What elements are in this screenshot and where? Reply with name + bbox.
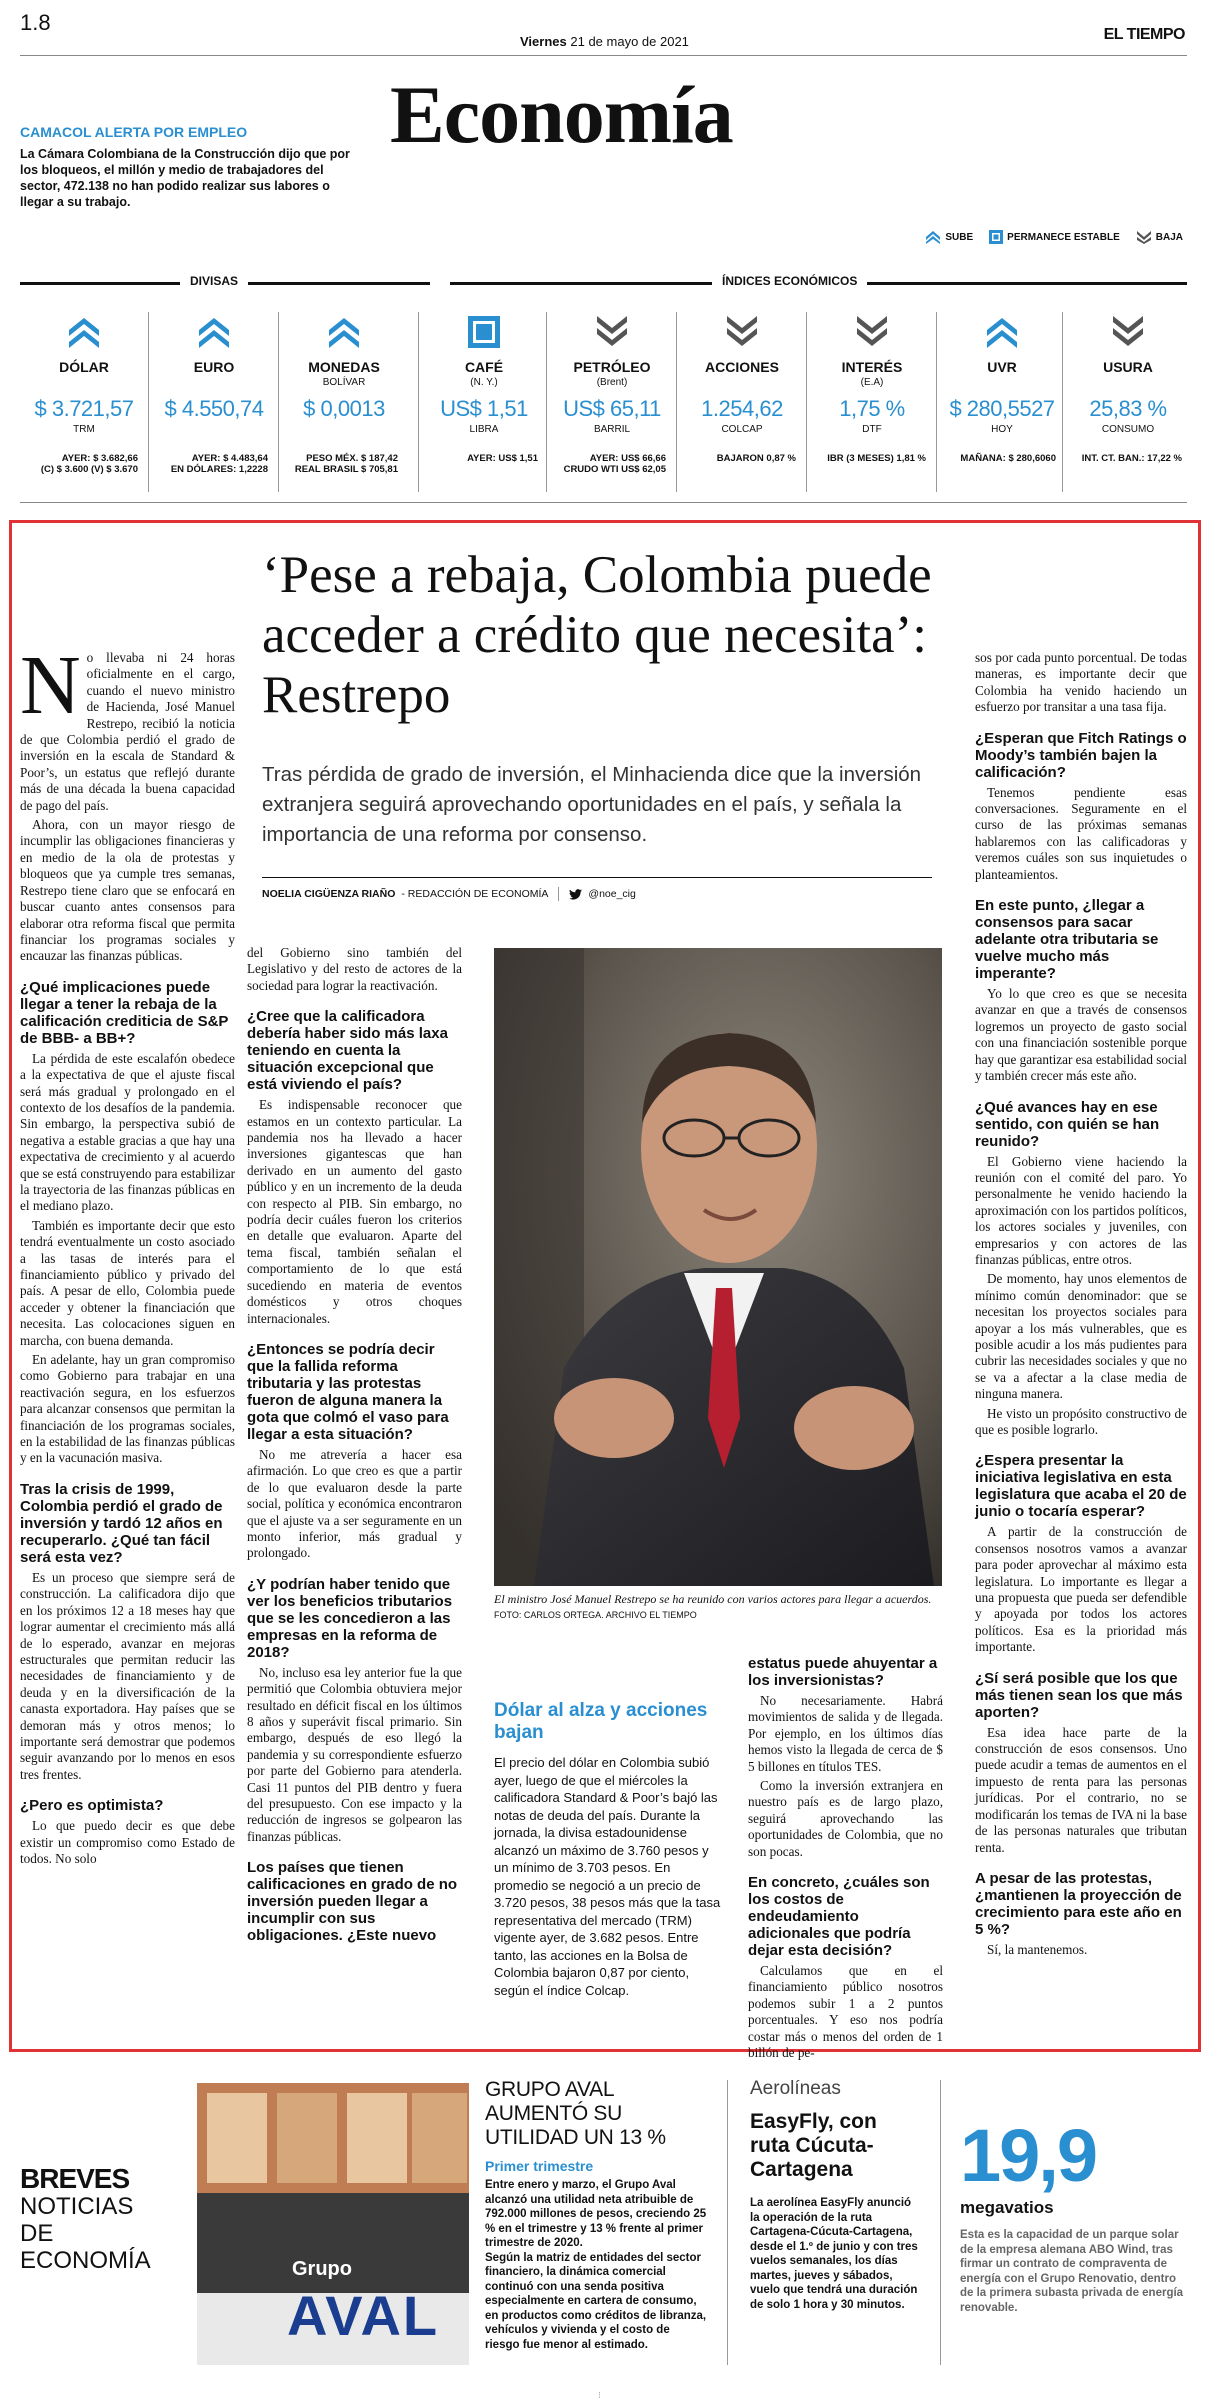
indicator-footnote-line: CRUDO WTI US$ 62,05 [563,464,666,475]
article-deck: Tras pérdida de grado de inversión, el Minhacienda dice que la inversión extranjera seguirá aprovechando oportunidades en el país, y señala la importancia de una reforma por consenso. [262,763,922,846]
article-paragraph: En adelante, hay un gran compromiso como Gobierno para trabajar en una reactivación segura, en los esfuerzos para alcanzar consensos que permitan la financiación de los programas sociales, en la estabilidad de las finanzas públicas y en la vacunación masiva. [20,1352,235,1466]
paper-logo: EL TIEMPO [1103,26,1185,43]
indicator-footnote-line: IBR (3 MESES) 1,81 % [827,453,926,464]
indicator-caption: LIBRA [469,424,499,435]
aval-logo-big: AVAL [287,2284,440,2347]
col1-body [20,639,235,1867]
indicator-trend [20,310,148,348]
breves-sep-1 [727,2080,728,2365]
indicator-trend [808,310,936,348]
indicator-value: US$ 1,51 [440,396,528,421]
indicator-name: CAFÉ (N. Y.) [420,360,548,390]
indicator-caption: COLCAP [721,424,763,435]
indicator-footnote [20,453,148,475]
trend-up-icon [67,316,101,348]
interview-question: ¿Cree que la calificadora debería haber sido más laxa teniendo en cuenta la situación excepcional que está viviendo el país? [247,1008,448,1094]
page-number: 1.8 [20,10,51,35]
article-paragraph: Es un proceso que siempre será de construcción. La calificadora dijo que en los próximos 12 a 18 meses hay que lograr aumentar el crecimiento más allá de lo esperado, avanzar en mejoras estructurales que permitan reducir las necesidades de financiamiento y de deuda y en la diversificación de la canasta exportadora. Hay países que se demoran más y otros menos; lo importante será demostrar que podemos seguir avanzando por lo menos en esos tres frentes. [20,1569,235,1782]
indices-label: ÍNDICES ECONÓMICOS [712,274,867,288]
indicator-caption: TRM [73,424,95,435]
breves-label [20,2165,170,2274]
indicator-interés [808,310,936,475]
aval-logo-small: Grupo [292,2258,352,2280]
easyfly-headline: EasyFly, con ruta Cúcuta-Cartagena [750,2110,877,2181]
legend-up-label: SUBE [945,231,974,243]
article-paragraph: Como la inversión extranjera en nuestro país es de largo plazo, seguirá aprovechando las oportunidades de Colombia, que no son pocas. [748,1778,943,1859]
legend-down [1136,230,1183,244]
interview-question: Tras la crisis de 1999, Colombia perdió el grado de inversión y tardó 12 años en recuperarlo. ¿Qué tan fácil será esta vez? [20,1480,223,1566]
aval-photo [197,2083,469,2365]
indicator-trend [420,310,548,348]
masthead-rule [20,55,1187,56]
legend-stable-label: PERMANECE ESTABLE [1007,231,1120,243]
photo-credit: FOTO: CARLOS ORTEGA. ARCHIVO EL TIEMPO [494,1610,697,1620]
indicator-acciones [678,310,806,475]
indicator-footnote [280,453,408,475]
minister-portrait [494,948,942,1586]
alert-text: La Cámara Colombiana de la Construcción dijo que por los bloqueos, el millón y medio de trabajadores del sector, 472.138 no han podido realizar sus labores o llegar a su trabajo. [20,147,350,209]
indicator-subname: (Brent) [596,377,628,388]
indicator-value: 1.254,62 [701,396,783,421]
article-paragraph: Calculamos que en el financiamiento público nosotros podemos subir 1 a 2 puntos porcentuales. Y eso nos podría costar más o menos del orden de 1 billón de pe- [748,1963,943,2061]
divisas-label: DIVISAS [180,274,248,288]
interview-question: ¿Qué avances hay en ese sentido, con quién se han reunido? [975,1098,1160,1150]
trend-up-icon [327,316,361,348]
section-title: Economía [390,69,733,160]
indicator-footnote-line: REAL BRASIL $ 705,81 [294,464,398,475]
article-photo [494,948,942,1586]
indicator-name: EURO [193,359,235,375]
indicator-footnote-line: EN DÓLARES: 1,2228 [170,464,268,475]
indicator-separator [1062,312,1063,492]
indicator-separator [806,312,807,492]
article-paragraph: Tenemos pendiente esas conversaciones. Seguramente en el curso de las próximas semanas hablaremos con las calificadoras y veremos cuáles son sus inquietudes o planteamientos. [975,784,1187,882]
trend-legend [925,230,1183,244]
photo-caption [494,1592,942,1623]
indicator-value: 25,83 % [1089,396,1167,421]
indicator-footnote-line [420,464,538,475]
interview-question: ¿Espera presentar la iniciativa legislativa en esta legislatura que acaba el 20 de junio o tocaría esperar? [975,1452,1187,1521]
article-paragraph: De momento, hay unos elementos de mínimo común denominador: que se necesitan los proyectos sociales para apoyar a los más vulnerables, que es posible acudir a los más pudientes para cubrir las necesidades sociales y que no se va a afectar a la clase media de ninguna manera. [975,1271,1187,1402]
indicator-footnote-line: MAÑANA: $ 280,6060 [960,453,1056,464]
article-headline: ‘Pese a rebaja, Colombia puede acceder a crédito que necesita’: Restrepo [262,546,932,724]
square-icon [989,230,1003,244]
legend-up [925,230,973,244]
article-paragraph: También es importante decir que esto tendrá eventualmente un costo asociado a las tasas de interés para el financiamiento público y privado del país. A pesar de ello, Colombia puede acceder y obtener la financiación que necesita. Las colocaciones siguen en marcha, con buena demanda. [20,1217,235,1348]
article-paragraph: Ahora, con un mayor riesgo de incumplir las obligaciones financieras y en medio de la ola de protestas y bloqueos que ya cumple tres semanas, Restrepo tiene claro que se enfocará en buscar cuanto antes consensos para elaborar otra reforma fiscal que permita financiar los programas sociales y encauzar las finanzas públicas. [20,817,235,964]
indicator-separator [546,312,547,492]
indicator-footnote [1064,453,1192,475]
indicator-footnote [938,453,1066,475]
byline-author: NOELIA CIGÜENZA RIAÑO [262,888,396,900]
indicator-trend [280,310,408,348]
indicator-value: $ 0,0013 [303,396,385,421]
issue-date [520,34,689,49]
article-col-3 [748,1655,943,2065]
trend-up-icon [197,316,231,348]
page-footer-mark: ⁝ [598,2390,601,2400]
byline-role: - REDACCIÓN DE ECONOMÍA [401,888,549,900]
indicator-footnote [548,453,676,475]
article-paragraph: Yo lo que creo es que se necesita avanzar en que a través de consensos logremos un proyecto de gasto social con una financiación sostenible porque hay que garantizar esa estabilidad social y también crecer más este año. [975,986,1188,1084]
alert-title: CAMACOL ALERTA POR EMPLEO [20,124,248,140]
interview-question: ¿Pero es optimista? [20,1797,164,1815]
indicator-footnote-line: BAJARON 0,87 % [716,453,796,464]
indicator-footnote-line: (C) $ 3.600 (V) $ 3.670 [40,464,138,475]
indicator-footnote [678,453,806,475]
down-chevrons-icon [1136,230,1152,244]
indicator-dólar [20,310,148,475]
indicator-footnote-line: AYER: US$ 66,66 [589,453,666,464]
indicator-name: INTERÉS (E.A) [808,360,936,390]
trend-down-icon [595,316,629,348]
indicator-footnote [808,453,936,475]
indicator-value: $ 280,5527 [949,396,1055,421]
article-col-4 [975,650,1187,1961]
date-rest: 21 de mayo de 2021 [570,34,689,49]
indicator-caption [280,424,408,435]
legend-stable [989,230,1120,244]
article-paragraph: A partir de la construcción de consensos nosotros vamos a avanzar para poder aprovechar al máximo esta legislatura. Lo importante es llegar a una propuesta que pueda ser defendible y apoyada por todos los actores políticos. Esa es la prioridad más importante. [975,1524,1187,1655]
article-paragraph: No necesariamente. Habrá movimientos de salida y de llegada. Por ejemplo, en los últimos días hemos visto la llegada de cerca de $ 5 billones en títulos TES. [748,1693,943,1774]
twitter-icon [569,889,582,900]
interview-question: ¿Entonces se podría decir que la fallida reforma tributaria y las protestas fueron de alguna manera la gota que colmó el vaso para llegar a esta situación? [247,1340,449,1443]
interview-question: estatus puede ahuyentar a los inversionistas? [748,1655,938,1689]
indicator-footnote [420,453,548,475]
indicator-separator [418,312,419,492]
breves-subtitle: NOTICIAS DE ECONOMÍA [20,2193,151,2274]
interview-question: En concreto, ¿cuáles son los costos de endeudamiento adicionales que podría dejar esta decisión? [748,1874,930,1960]
trend-stable-icon [468,316,500,348]
indicator-footnote-line [1064,464,1182,475]
byline-sep [558,887,559,901]
indicator-footnote-line [808,464,926,475]
indicator-separator [676,312,677,492]
indicator-footnote-line: AYER: US$ 1,51 [467,453,538,464]
indicator-caption: BARRIL [593,424,631,435]
indicator-footnote-line [938,464,1056,475]
trend-up-icon [985,316,1019,348]
indicator-name: MONEDAS BOLÍVAR [280,360,408,390]
indicator-name: PETRÓLEO (Brent) [548,360,676,390]
indicator-footnote-line: AYER: $ 3.682,66 [61,453,138,464]
aval-text2: Según la matriz de entidades del sector financiero, la dinámica comercial continuó con una senda positiva especialmente en cartera de consumo, en productos como créditos de libranza, vehículos y vivienda y el costo de riesgo fue menor al estimado. [485,2251,707,2351]
twitter-handle: @noe_cig [588,888,636,900]
energy-unit: megavatios [960,2198,1054,2217]
easyfly-text: La aerolínea EasyFly anunció la operación de la ruta Cartagena-Cúcuta-Cartagena, desde el 1.º de junio y con tres vuelos semanales, los días martes, jueves y sábados, vuelo que tendrá una duración de solo 1 hora y 30 minutos. [750,2197,918,2311]
indicator-subname: BOLÍVAR [322,377,366,388]
indicator-footnote-line [678,464,796,475]
breves-title: BREVES [20,2163,130,2194]
article-paragraph: Lo que puedo decir es que debe existir un compromiso como Estado de todos. No solo [20,1818,235,1866]
indicator-subname: (E.A) [860,377,884,388]
easyfly-story [750,2078,920,2312]
indicator-subname: (N. Y.) [470,377,498,388]
indicator-name: ACCIONES [705,359,779,375]
legend-down-label: BAJA [1155,231,1183,243]
indicator-value: US$ 65,11 [563,396,661,421]
indicator-name: UVR [987,359,1017,375]
byline [262,887,636,901]
aval-headline: GRUPO AVAL AUMENTÓ SU UTILIDAD UN 13 % [485,2078,666,2149]
interview-question: Los países que tienen calificaciones en grado de no inversión pueden llegar a incumplir con sus obligaciones. ¿Este nuevo [247,1859,458,1945]
indicator-monedas [280,310,408,475]
indicator-name: DÓLAR [59,359,109,375]
article-paragraph: o llevaba ni 24 horas oficialmente en el cargo, cuando el nuevo ministro de Hacienda, José Manuel Restrepo, recibió la noticia de que Colombia perdió el grado de inversión en la escala de Standard & Poor’s, un estatus que reflejó durante más de una década la buena capacidad de pago del país. [20,650,235,813]
interview-question: ¿Sí será posible que los que más tienen sean los que más aporten? [975,1669,1183,1721]
indicator-value: $ 3.721,57 [34,396,134,421]
article-col-1 [20,639,235,1870]
indicator-trend [678,310,806,348]
indicator-value: $ 4.550,74 [164,396,264,421]
energy-number: 19,9 [960,2114,1097,2197]
up-chevrons-icon [925,230,941,244]
article-paragraph: Sí, la mantenemos. [987,1941,1088,1957]
aval-story [485,2078,707,2352]
interview-question: ¿Qué implicaciones puede llegar a tener la rebaja de la calificación crediticia de S&P de BBB- a BB+? [20,978,229,1047]
indicator-caption: HOY [991,424,1013,435]
indicator-trend [938,310,1066,348]
aval-kicker: Primer trimestre [485,2158,594,2174]
byline-rule [262,877,932,878]
indicators-bottom-rule [20,502,1187,503]
breves-sep-2 [940,2080,941,2365]
date-weekday: Viernes [520,34,567,49]
trend-down-icon [1111,316,1145,348]
photo-caption-text: El ministro José Manuel Restrepo se ha reunido con varios actores para llegar a acuerdos. [494,1592,932,1606]
article-paragraph: sos por cada punto porcentual. De todas maneras, es importante decir que Colombia ha venido haciendo un esfuerzo por transitar a una tasa fija. [975,650,1187,715]
trend-down-icon [725,316,759,348]
indicator-café [420,310,548,475]
article-paragraph: No, incluso esa ley anterior fue la que permitió que Colombia obtuviera mejor resultado en déficit fiscal en los últimos 8 años y superávit fiscal primario. Sin embargo, después de eso llegó la pandemia y su correspondiente esfuerzo por parte del Gobierno para atenderla. Casi 11 puntos del PIB dentro y fuera del presupuesto. Con ese impacto y la reducción de ingresos se golpearon las finanzas públicas. [247,1664,462,1844]
article-paragraph: Esa idea hace parte de la construcción de esos consensos. Uno puede acudir a temas de aumentos en el impuesto de renta para las personas jurídicas. Por el contrario, no se modificarán los temas de IVA ni la base de las personas naturales que tributan renta. [975,1724,1187,1855]
indicator-footnote-line: AYER: $ 4.483,64 [191,453,268,464]
indicator-caption: CONSUMO [1101,424,1155,435]
article-col-2 [247,945,462,1948]
interview-question: En este punto, ¿llegar a consensos para sacar adelante otra tributaria se vuelve mucho más imperante? [975,897,1159,983]
indicator-caption [150,424,278,435]
indicator-separator [278,312,279,492]
indicator-trend [548,310,676,348]
aval-text1: Entre enero y marzo, el Grupo Aval alcanzó una utilidad neta atribuible de 792.000 millones de pesos, creciendo 25 % en el trimestre y 13 % frente al primer trimestre de 2020. [485,2179,707,2249]
easyfly-kicker: Aerolíneas [750,2078,841,2099]
interview-question: ¿Y podrían haber tenido que ver los beneficios tributarios que se les concedieron a las empresas en la reforma de 2018? [247,1575,453,1661]
article-paragraph: He visto un propósito constructivo de que es posible lograrlo. [975,1405,1187,1437]
article-paragraph: El Gobierno viene haciendo la reunión con el comité del paro. Yo personalmente he venido haciendo la aproximación con los partidos políticos, los actores sociales y juveniles, con empresarios y con actores de las finanzas públicas, entre otros. [975,1153,1187,1267]
indicator-separator [936,312,937,492]
dropcap: N [20,639,81,732]
sidebar-title: Dólar al alza y acciones bajan [494,1700,708,1743]
energy-text: Esta es la capacidad de un parque solar de la empresa alemana ABO Wind, tras firmar un contrato de compraventa de energía con el Grupo Renovatio, dentro de la primera subasta privada de energía renovable. [960,2229,1184,2314]
indicator-euro [150,310,278,475]
indicator-petróleo [548,310,676,475]
interview-question: A pesar de las protestas, ¿mantienen la proyección de crecimiento para este año en 5 %? [975,1869,1182,1938]
energy-story [960,2114,1185,2315]
indicator-footnote-line: PESO MÉX. $ 187,42 [306,453,398,464]
article-paragraph: Es indispensable reconocer que estamos en un contexto particular. La pandemia nos ha llevado a hacer inversiones gigantescas que han derivado en un aumento del gasto público y en un incremento de la deuda con respecto al PIB. Sin embargo, no podría decir cuáles fueron los criterios en detalle que evaluaron. Aparte del tema fiscal, también señalan el comportamiento de lo que está sucediendo en materia de eventos domésticos y otros choques internacionales. [247,1097,462,1326]
indicator-caption: DTF [862,424,882,435]
sidebar-box [494,1700,724,1999]
indicator-separator [148,312,149,492]
indicator-trend [150,310,278,348]
interview-question: ¿Esperan que Fitch Ratings o Moody’s también bajen la calificación? [975,729,1187,781]
article-paragraph: No me atrevería a hacer esa afirmación. Lo que creo es que a partir de lo que evaluaron desde la parte social, política y económica encontraron que el ajuste va a ser seguramente en un monto inferior, más gradual y prolongado. [247,1446,462,1561]
article-paragraph: del Gobierno sino también del Legislativo y del resto de actores de la sociedad para lograr la reactivación. [247,945,462,993]
sidebar-text: El precio del dólar en Colombia subió ayer, luego de que el miércoles la calificadora Standard & Poor’s bajó las notas de deuda del país. Durante la jornada, la divisa estadounidense alcanzó un máximo de 3.760 pesos y un mínimo de 3.703 pesos. En promedio se negoció a un precio de 3.720 pesos, 38 pesos más que la tasa representativa del mercado (TRM) vigente ayer, de 3.682 pesos. Entre tanto, las acciones en la Bolsa de Colombia bajaron 0,87 por ciento, según el índice Colcap. [494,1755,721,1998]
indicator-value: 1,75 % [839,396,905,421]
indicator-footnote-line: INT. CT. BAN.: 17,22 % [1081,453,1182,464]
article-paragraph: La pérdida de este escalafón obedece a la expectativa de que el ajuste fiscal será más gradual y prolongado en el contexto de los desafíos de la pandemia. Sin embargo, la perspectiva subió de negativa a estable gracias a que hay una expectativa de crecimiento y al acuerdo que se está construyendo para estabilizar la trayectoria de las finanzas públicas en el mediano plazo. [20,1050,235,1214]
indicator-footnote [150,453,278,475]
indicator-uvr [938,310,1066,475]
indicator-usura [1064,310,1192,475]
indicator-trend [1064,310,1192,348]
trend-down-icon [855,316,889,348]
indicator-name: USURA [1103,359,1153,375]
